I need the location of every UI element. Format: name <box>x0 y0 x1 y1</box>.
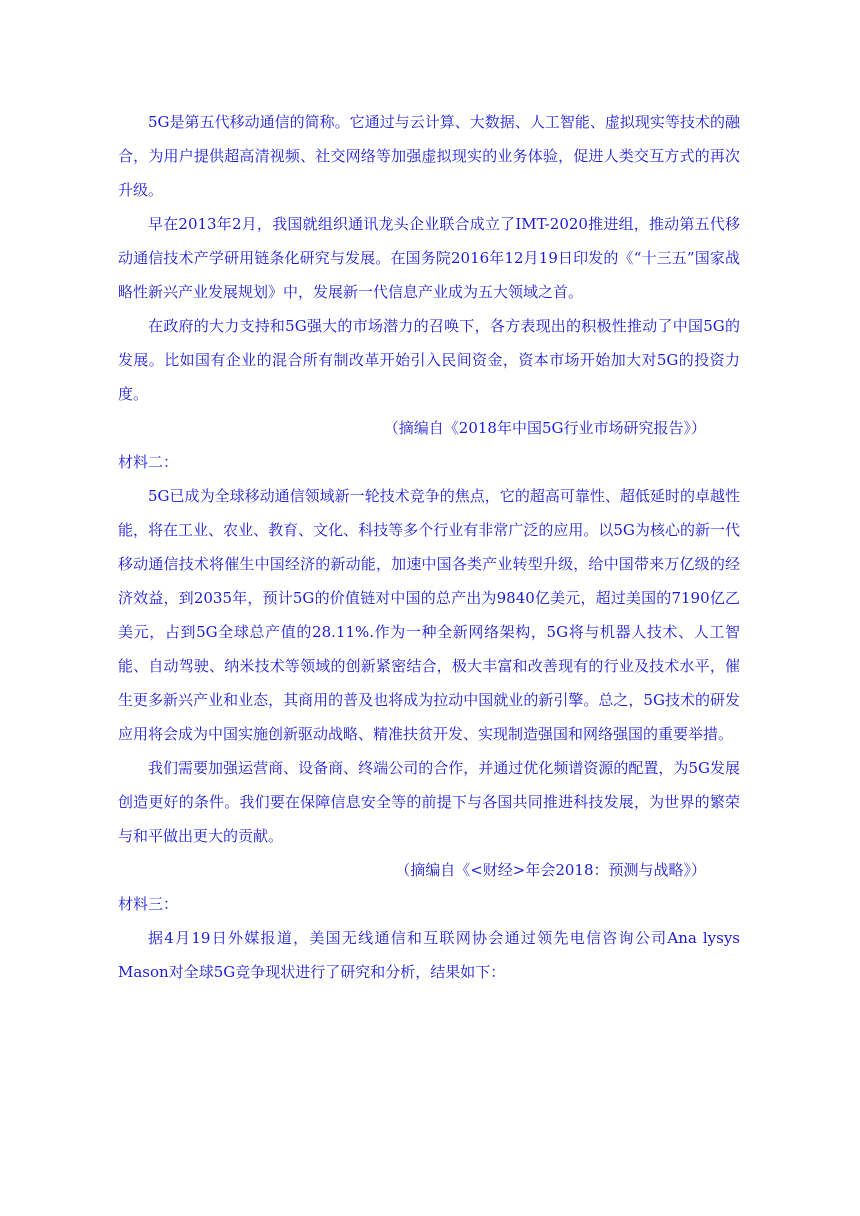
paragraph-5g-economic-impact: 5G已成为全球移动通信领域新一轮技术竞争的焦点，它的超高可靠性、超低延时的卓越性能，将在工业、农业、教育、文化、科技等多个行业有非常广泛的应用。以5G为核心的新一代移动通信技术将催生中国经济的新动能，加速中国各类产业转型升级，给中国带来万亿级的经济效益，到2035年，预计5G的价值链对中国的总产出为9840亿美元，超过美国的7190亿乙美元，占到5G全球总产值的28.11%.作为一种全新网络架构，5G将与机器人技术、人工智能、自动驾驶、纳米技术等领域的创新紧密结合，极大丰富和改善现有的行业及技术水平，催生更多新兴产业和业态，其商用的普及也将成为拉动中国就业的新引擎。总之，5G技术的研发应用将会成为中国实施创新驱动战略、精准扶贫开发、实现制造强国和网络强国的重要举措。 <box>118 487 740 743</box>
paragraph-analysys-mason: 据4月19日外媒报道，美国无线通信和互联网协会通过领先电信咨询公司Ana lysys Mason对全球5G竞争现状进行了研究和分析，结果如下： <box>118 929 740 981</box>
paragraph-cooperation: 我们需要加强运营商、设备商、终端公司的合作，并通过优化频谱资源的配置，为5G发展创造更好的条件。我们要在保障信息安全等的前提下与各国共同推进科技发展，为世界的繁荣与和平做出更大的贡献。 <box>118 759 740 845</box>
paragraph-imt2020-history: 早在2013年2月，我国就组织通讯龙头企业联合成立了IMT-2020推进组，推动第五代移动通信技术产学研用链条化研究与发展。在国务院2016年12月19日印发的《“十三五”国家战略性新兴产业发展规划》中，发展新一代信息产业成为五大领域之首。 <box>118 215 740 301</box>
paragraph-government-support: 在政府的大力支持和5G强大的市场潜力的召唤下，各方表现出的积极性推动了中国5G的发展。比如国有企业的混合所有制改革开始引入民间资金，资本市场开始加大对5G的投资力度。 <box>118 317 740 403</box>
paragraph-5g-definition: 5G是第五代移动通信的简称。它通过与云计算、大数据、人工智能、虚拟现实等技术的融合，为用户提供超高清视频、社交网络等加强虚拟现实的业务体验，促进人类交互方式的再次升级。 <box>118 113 740 199</box>
source-citation-1: （摘编自《2018年中国5G行业市场研究报告》） <box>383 419 706 437</box>
source-citation-2: （摘编自《<财经>年会2018：预测与战略》） <box>395 861 706 879</box>
material-three-heading: 材料三： <box>118 895 179 913</box>
material-two-heading: 材料二： <box>118 453 179 471</box>
document-page <box>118 105 740 989</box>
